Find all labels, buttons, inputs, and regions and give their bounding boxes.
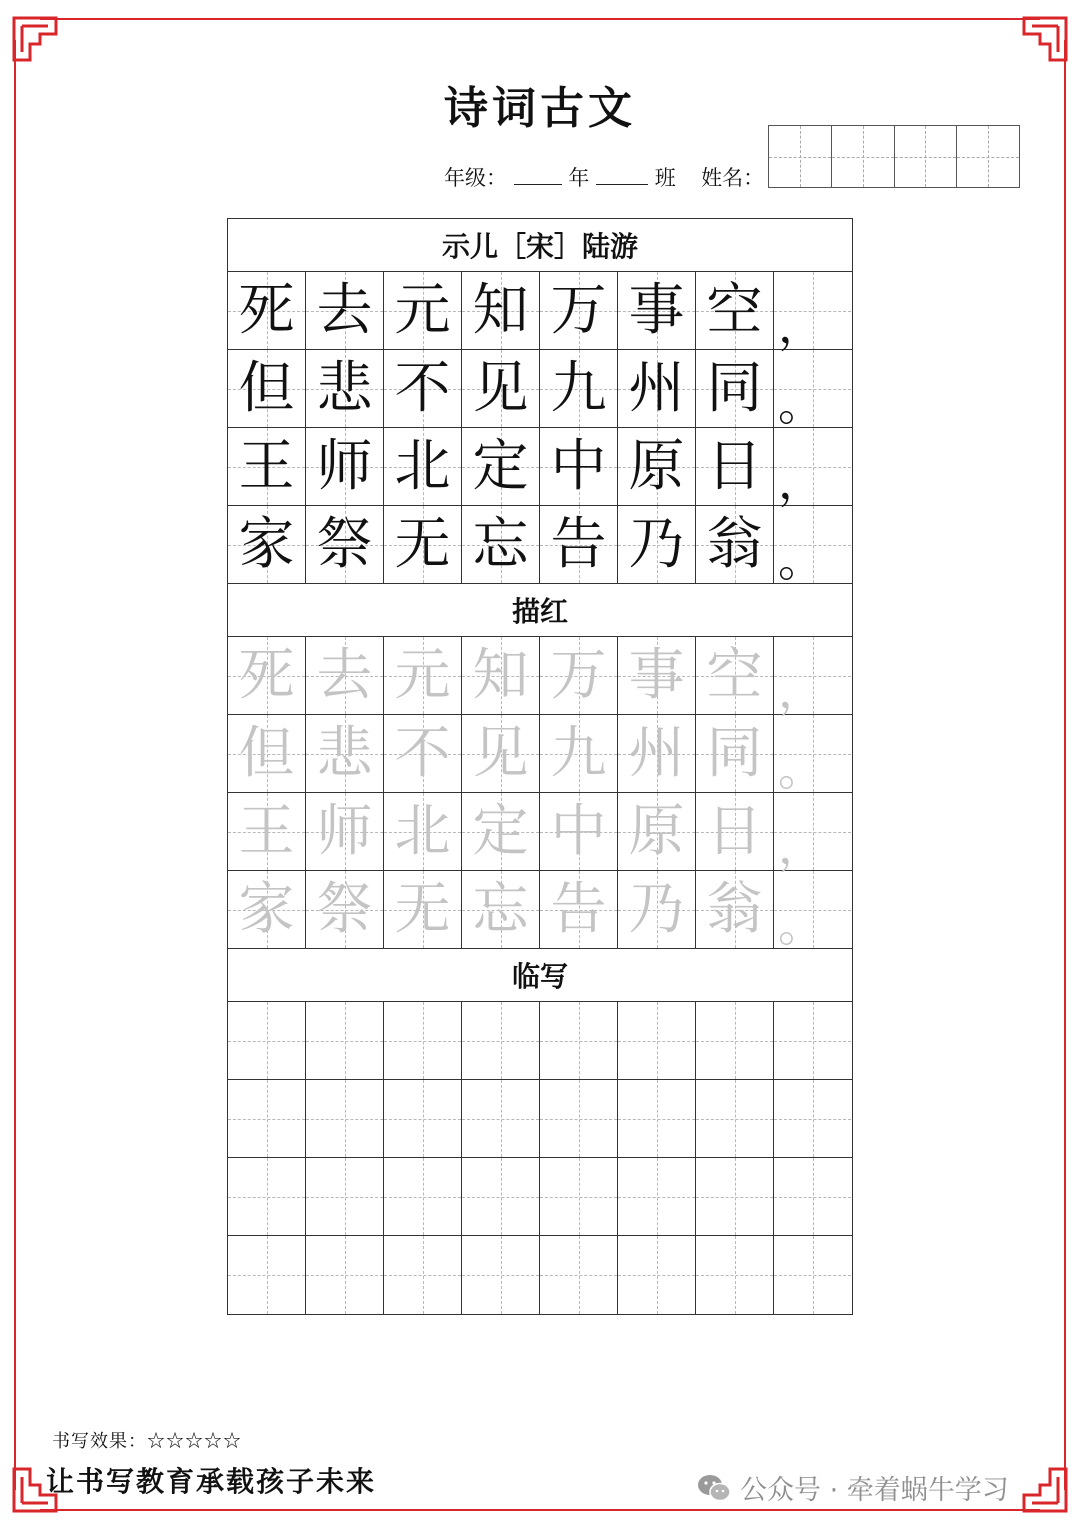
trace-character: 日 xyxy=(706,798,763,864)
frame-left xyxy=(14,40,16,1490)
model-character: 无 xyxy=(394,511,451,577)
model-cell xyxy=(384,350,462,427)
trace-character: ， xyxy=(778,664,824,718)
model-cell xyxy=(306,428,384,505)
model-cell xyxy=(774,506,851,587)
writing-cell[interactable] xyxy=(306,1002,384,1079)
trace-character: 北 xyxy=(394,798,451,864)
grid-row xyxy=(228,1158,852,1236)
student-info xyxy=(444,162,764,192)
grade-label: 年级： xyxy=(444,166,507,190)
name-cell[interactable] xyxy=(769,126,832,187)
writing-cell[interactable] xyxy=(306,1236,384,1314)
writing-cell[interactable] xyxy=(774,1080,851,1157)
trace-cell[interactable] xyxy=(696,637,774,714)
model-character: 日 xyxy=(706,433,763,499)
writing-cell[interactable] xyxy=(618,1002,696,1079)
trace-character: 原 xyxy=(628,798,685,864)
writing-cell[interactable] xyxy=(696,1158,774,1235)
grid-row xyxy=(228,272,852,353)
trace-cell[interactable] xyxy=(618,871,696,948)
trace-cell[interactable] xyxy=(618,715,696,792)
model-cell xyxy=(228,506,306,583)
model-character: 忘 xyxy=(472,511,529,577)
trace-cell[interactable] xyxy=(306,715,384,792)
writing-cell[interactable] xyxy=(384,1236,462,1314)
name-cell[interactable] xyxy=(895,126,958,187)
model-cell xyxy=(384,506,462,583)
model-cell xyxy=(228,350,306,427)
model-cell xyxy=(540,350,618,427)
grid-row xyxy=(228,506,852,587)
model-character: 州 xyxy=(628,355,685,421)
year-label: 年 xyxy=(568,166,590,190)
trace-cell[interactable] xyxy=(540,637,618,714)
model-cell xyxy=(462,506,540,583)
trace-cell[interactable] xyxy=(462,793,540,870)
writing-cell[interactable] xyxy=(774,1236,851,1314)
model-character: 知 xyxy=(472,277,529,343)
trace-cell[interactable] xyxy=(228,871,306,948)
frame-top xyxy=(40,18,1040,20)
grid-row xyxy=(228,871,852,952)
model-cell xyxy=(618,506,696,583)
grid-row xyxy=(228,793,852,874)
trace-cell[interactable] xyxy=(618,637,696,714)
model-character: 同 xyxy=(706,355,763,421)
model-cell xyxy=(540,428,618,505)
grid-row xyxy=(228,1236,852,1314)
trace-cell[interactable] xyxy=(540,793,618,870)
trace-cell[interactable] xyxy=(462,871,540,948)
writing-cell[interactable] xyxy=(618,1236,696,1314)
model-character: 见 xyxy=(472,355,529,421)
trace-character: 不 xyxy=(394,720,451,786)
poem-heading: 示儿［宋］陆游 xyxy=(228,219,852,272)
trace-character: 州 xyxy=(628,720,685,786)
model-cell xyxy=(228,428,306,505)
name-cell[interactable] xyxy=(957,126,1019,187)
trace-cell[interactable] xyxy=(696,793,774,870)
model-character: 死 xyxy=(238,277,295,343)
writing-cell[interactable] xyxy=(384,1158,462,1235)
model-character: 北 xyxy=(394,433,451,499)
model-character: 乃 xyxy=(628,511,685,577)
trace-character: 家 xyxy=(238,876,295,942)
trace-character: 九 xyxy=(550,720,607,786)
writing-cell[interactable] xyxy=(462,1080,540,1157)
model-character: 祭 xyxy=(316,511,373,577)
writing-cell[interactable] xyxy=(774,1158,851,1235)
writing-cell[interactable] xyxy=(696,1236,774,1314)
writing-cell[interactable] xyxy=(228,1002,306,1079)
trace-character: 师 xyxy=(316,798,373,864)
model-character: 。 xyxy=(778,377,824,431)
writing-cell[interactable] xyxy=(774,1002,851,1079)
model-cell xyxy=(462,428,540,505)
trace-character: 悲 xyxy=(316,720,373,786)
model-character: 但 xyxy=(238,355,295,421)
copy-section xyxy=(228,1002,852,1314)
writing-cell[interactable] xyxy=(306,1080,384,1157)
model-character: 中 xyxy=(550,433,607,499)
trace-character: 忘 xyxy=(472,876,529,942)
model-cell xyxy=(540,506,618,583)
model-character: 九 xyxy=(550,355,607,421)
writing-cell[interactable] xyxy=(540,1158,618,1235)
model-character: 告 xyxy=(550,511,607,577)
class-blank[interactable] xyxy=(596,164,648,185)
trace-character: 乃 xyxy=(628,876,685,942)
model-cell xyxy=(306,506,384,583)
trace-character: 。 xyxy=(778,898,824,952)
writing-cell[interactable] xyxy=(540,1002,618,1079)
trace-cell[interactable] xyxy=(618,793,696,870)
wechat-icon xyxy=(696,1473,732,1503)
model-cell xyxy=(384,428,462,505)
trace-cell[interactable] xyxy=(384,793,462,870)
trace-character: 事 xyxy=(628,642,685,708)
writing-cell[interactable] xyxy=(696,1002,774,1079)
corner-ornament-top-left xyxy=(10,14,60,64)
model-cell xyxy=(696,506,774,583)
model-cell xyxy=(618,272,696,349)
model-character: 原 xyxy=(628,433,685,499)
trace-cell[interactable] xyxy=(228,637,306,714)
model-character: 王 xyxy=(238,433,295,499)
name-cell[interactable] xyxy=(832,126,895,187)
trace-cell[interactable] xyxy=(462,715,540,792)
model-character: 空 xyxy=(706,277,763,343)
corner-ornament-top-right xyxy=(1020,14,1070,64)
model-cell xyxy=(774,428,851,509)
grid-row xyxy=(228,715,852,796)
writing-cell[interactable] xyxy=(228,1080,306,1157)
model-cell xyxy=(696,428,774,505)
class-label: 班 xyxy=(654,166,676,190)
writing-cell[interactable] xyxy=(618,1080,696,1157)
model-cell xyxy=(696,350,774,427)
model-cell xyxy=(774,350,851,431)
trace-character: 王 xyxy=(238,798,295,864)
model-cell xyxy=(462,350,540,427)
trace-cell[interactable] xyxy=(306,871,384,948)
trace-character: 万 xyxy=(550,642,607,708)
trace-character: 元 xyxy=(394,642,451,708)
trace-character: 同 xyxy=(706,720,763,786)
trace-cell[interactable] xyxy=(306,637,384,714)
model-cell xyxy=(306,350,384,427)
copy-heading: 临写 xyxy=(228,949,852,1002)
trace-character: 定 xyxy=(472,798,529,864)
writing-cell[interactable] xyxy=(306,1158,384,1235)
model-character: 。 xyxy=(778,533,824,587)
trace-character: 空 xyxy=(706,642,763,708)
writing-cell[interactable] xyxy=(462,1158,540,1235)
writing-effect-rating: 书写效果：☆☆☆☆☆ xyxy=(52,1431,242,1452)
trace-character: 告 xyxy=(550,876,607,942)
trace-character: 去 xyxy=(316,642,373,708)
model-character: 不 xyxy=(394,355,451,421)
trace-cell[interactable] xyxy=(228,715,306,792)
writing-cell[interactable] xyxy=(540,1080,618,1157)
frame-bottom xyxy=(40,1509,1040,1511)
writing-cell[interactable] xyxy=(228,1158,306,1235)
model-character: 万 xyxy=(550,277,607,343)
model-character: 元 xyxy=(394,277,451,343)
writing-cell[interactable] xyxy=(696,1080,774,1157)
watermark-text: 公众号 · 牵着蜗牛学习 xyxy=(740,1475,1009,1506)
trace-cell[interactable] xyxy=(384,871,462,948)
trace-character: ， xyxy=(778,820,824,874)
model-cell xyxy=(384,272,462,349)
model-character: 事 xyxy=(628,277,685,343)
trace-cell[interactable] xyxy=(384,637,462,714)
trace-cell[interactable] xyxy=(774,637,851,718)
trace-character: 中 xyxy=(550,798,607,864)
trace-heading: 描红 xyxy=(228,584,852,637)
trace-character: 祭 xyxy=(316,876,373,942)
grid-row xyxy=(228,1080,852,1158)
model-character: 定 xyxy=(472,433,529,499)
trace-character: 。 xyxy=(778,742,824,796)
model-character: 家 xyxy=(238,511,295,577)
trace-cell[interactable] xyxy=(306,793,384,870)
model-cell xyxy=(618,428,696,505)
trace-section xyxy=(228,637,852,952)
model-cell xyxy=(540,272,618,349)
corner-ornament-bottom-right xyxy=(1020,1465,1070,1515)
writing-cell[interactable] xyxy=(540,1236,618,1314)
model-cell xyxy=(774,272,851,353)
trace-character: 知 xyxy=(472,642,529,708)
practice-sheet xyxy=(227,218,853,1315)
model-cell xyxy=(462,272,540,349)
writing-cell[interactable] xyxy=(462,1002,540,1079)
trace-cell[interactable] xyxy=(540,715,618,792)
writing-cell[interactable] xyxy=(384,1002,462,1079)
writing-cell[interactable] xyxy=(618,1158,696,1235)
grid-row xyxy=(228,1002,852,1080)
model-character: 师 xyxy=(316,433,373,499)
grade-blank[interactable] xyxy=(514,164,562,185)
writing-cell[interactable] xyxy=(384,1080,462,1157)
trace-cell[interactable] xyxy=(774,793,851,874)
trace-cell[interactable] xyxy=(384,715,462,792)
name-label: 姓名： xyxy=(701,166,765,190)
model-cell xyxy=(228,272,306,349)
slogan: 让书写教育承载孩子未来 xyxy=(46,1465,377,1498)
frame-right xyxy=(1064,40,1066,1490)
trace-character: 但 xyxy=(238,720,295,786)
model-cell xyxy=(618,350,696,427)
model-character: 去 xyxy=(316,277,373,343)
name-box[interactable] xyxy=(768,125,1020,188)
model-cell xyxy=(306,272,384,349)
trace-character: 死 xyxy=(238,642,295,708)
trace-cell[interactable] xyxy=(462,637,540,714)
trace-cell[interactable] xyxy=(696,871,774,948)
grid-row xyxy=(228,428,852,509)
model-character: 悲 xyxy=(316,355,373,421)
grid-row xyxy=(228,637,852,718)
model-section xyxy=(228,272,852,587)
trace-character: 无 xyxy=(394,876,451,942)
page-title: 诗词古文 xyxy=(444,83,636,134)
trace-cell[interactable] xyxy=(228,793,306,870)
model-cell xyxy=(696,272,774,349)
trace-cell[interactable] xyxy=(774,715,851,796)
model-character: ， xyxy=(778,299,824,353)
trace-character: 翁 xyxy=(706,876,763,942)
model-character: ， xyxy=(778,455,824,509)
trace-character: 见 xyxy=(472,720,529,786)
trace-cell[interactable] xyxy=(540,871,618,948)
trace-cell[interactable] xyxy=(696,715,774,792)
writing-cell[interactable] xyxy=(462,1236,540,1314)
grid-row xyxy=(228,350,852,431)
model-character: 翁 xyxy=(706,511,763,577)
watermark xyxy=(696,1468,1009,1507)
trace-cell[interactable] xyxy=(774,871,851,952)
writing-cell[interactable] xyxy=(228,1236,306,1314)
